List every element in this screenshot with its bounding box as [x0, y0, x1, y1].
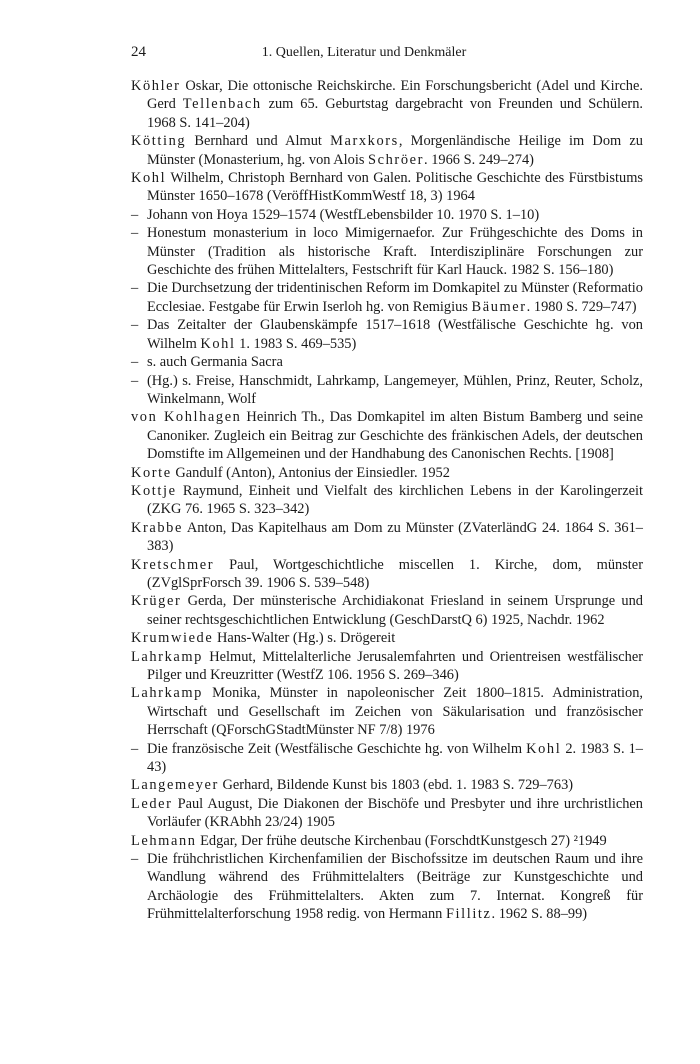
entry-dash: –: [131, 372, 139, 389]
entry-text: . 1980 S. 729–747): [526, 298, 637, 315]
entry-author: Kretschmer: [131, 556, 215, 573]
entry-text: Edgar, Der frühe deutsche Kirchenbau (ForschdtKunstgesch 27) ²1949: [196, 832, 607, 849]
entry-author: Kohl: [131, 170, 167, 187]
entry-author: Köhler: [131, 78, 181, 94]
bibliography-entry: [131, 850, 643, 924]
entry-text: Gandulf (Anton), Antonius der Einsiedler. 1952: [171, 464, 450, 481]
entry-text: s. auch Germania Sacra: [147, 354, 283, 371]
bibliography-entry: [131, 206, 643, 224]
bibliography-entry: [131, 77, 643, 132]
entry-text: (Hg.) s. Freise, Hanschmidt, Lahrkamp, Langemeyer, Mühlen, Prinz, Reuter, Scholz, Winkelmann, Wolf: [147, 372, 643, 407]
bibliography-entry: [131, 132, 643, 169]
bibliography-entry: [131, 795, 643, 832]
entry-author: Lahrkamp: [131, 685, 203, 702]
entry-text: Gerhard, Bildende Kunst bis 1803 (ebd. 1. 1983 S. 729–763): [218, 777, 574, 794]
entry-text: , Morgenländische Heilige im Dom zu Münster (Monasterium, hg. von Alois: [147, 133, 643, 168]
entry-text: Anton, Das Kapitelhaus am Dom zu Münster (ZVaterländG 24. 1864 S. 361–383): [147, 519, 643, 555]
bibliography-entry: [131, 169, 643, 206]
entry-author: Kötting: [131, 133, 187, 150]
bibliography-entry: [131, 224, 643, 279]
bibliography-entry: [131, 592, 643, 629]
entry-author: Fillitz: [445, 906, 492, 923]
entry-author: Langemeyer: [131, 777, 219, 794]
entry-text: Paul August, Die Diakonen der Bischöfe und Presbyter und ihre urchristlichen Vorläufer (KRAbhh 23/24) 1905: [147, 795, 643, 831]
bibliography-entry: [131, 776, 643, 794]
bibliography-entry: [131, 353, 643, 371]
entry-author: Lehmann: [131, 832, 197, 849]
entry-author: Korte: [131, 464, 172, 481]
entry-dash: –: [131, 851, 139, 868]
bibliography-entry: [131, 482, 643, 519]
entry-author: Marxkors: [330, 133, 399, 150]
entry-author: Schröer: [368, 151, 424, 168]
bibliography-entry: [131, 372, 643, 409]
entry-text: Gerda, Der münsterische Archidiakonat Friesland in seinem Ursprunge und seiner rechtsgeschichtlichen Entwicklung (GeschDarstQ 6) 1925, Nachdr. 1962: [147, 593, 643, 628]
entry-text: Paul, Wortgeschichtliche miscellen 1. Kirche, dom, münster (ZVglSprForsch 39. 1906 S. 539–548): [147, 556, 643, 591]
entry-text: zum 65. Geburtstag dargebracht von Freunden und Schülern. 1968 S. 141–204): [147, 96, 643, 131]
bibliography-entry: [131, 316, 643, 353]
entry-author: Kohl: [526, 740, 562, 757]
entry-text: Wilhelm, Christoph Bernhard von Galen. Politische Geschichte des Fürstbistums Münster 1650–1678 (VeröffHistKommWestf 18, 3) 1964: [147, 170, 643, 205]
entry-text: . 1962 S. 88–99): [491, 906, 588, 923]
entry-dash: –: [131, 206, 139, 223]
bibliography-entry: [131, 740, 643, 777]
entry-author: Kottje: [131, 482, 177, 499]
entry-text: 2. 1983 S. 1–43): [147, 740, 643, 776]
entry-text: Bernhard und Almut: [186, 133, 331, 150]
entry-author: Kohl: [200, 335, 236, 352]
entry-dash: –: [131, 225, 139, 242]
bibliography-entry: [131, 519, 643, 556]
bibliography-entry: [131, 832, 643, 850]
entry-text: Johann von Hoya 1529–1574 (WestfLebensbilder 10. 1970 S. 1–10): [147, 206, 540, 223]
entry-dash: –: [131, 280, 139, 297]
entry-text: Helmut, Mittelalterliche Jerusalemfahrten und Orientreisen westfälischer Pilger und Kreuzritter (WestfZ 106. 1956 S. 269–346): [147, 648, 643, 683]
entry-author: Tellenbach: [182, 96, 262, 113]
entry-text: Honestum monasterium in loco Mimigernaefor. Zur Frühgeschichte des Doms in Münster (Tradition als historische Kraft. Interdisziplinäre Forschungen zur Geschichte des frühen Mittelalters, Festschrift für Karl Hauck. 1982 S. 156–180): [147, 225, 643, 279]
bibliography-list: [131, 77, 643, 924]
entry-text: Die frühchristlichen Kirchenfamilien der Bischofssitze im deutschen Raum und ihre Wandlung während des Frühmittelalters (Beiträge zur Kunstgeschichte und Archäologie des Frühmittelalters. Akten zum 7. Internat. Kongreß für Frühmittelalterforschung 1958 redig. von Hermann: [147, 851, 643, 923]
entry-author: Krüger: [131, 593, 182, 610]
entry-text: Monika, Münster in napoleonischer Zeit 1800–1815. Administration, Wirtschaft und Gesellschaft im Zeichen von Säkularisation und französischer Herrschaft (QForschGStadtMünster NF 7/8) 1976: [147, 685, 643, 739]
entry-author: Lahrkamp: [131, 648, 203, 665]
entry-text: Die Durchsetzung der tridentinischen Reform im Domkapitel zu Münster (Reformatio Ecclesiae. Festgabe für Erwin Iserloh hg. von Remigius: [147, 280, 643, 315]
entry-dash: –: [131, 317, 139, 334]
entry-author: von Kohlhagen: [131, 409, 242, 426]
entry-author: Bäumer: [471, 298, 527, 315]
running-header: 1. Quellen, Literatur und Denkmäler: [261, 45, 467, 60]
bibliography-entry: [131, 408, 643, 463]
entry-text: Das Zeitalter der Glaubenskämpfe 1517–1618 (Westfälische Geschichte hg. von Wilhelm: [147, 317, 643, 352]
bibliography-entry: [131, 684, 643, 739]
bibliography-entry: [131, 556, 643, 593]
bibliography-entry: [131, 464, 643, 482]
entry-text: Heinrich Th., Das Domkapitel im alten Bistum Bamberg und seine Canoniker. Zugleich ein Beitrag zur Geschichte des fränkischen Adels, der deutschen Domstifte im Allgemeinen und der Handhabung des Canonischen Rechts. [1908]: [147, 409, 643, 463]
bibliography-entry: [131, 629, 643, 647]
bibliography-entry: [131, 279, 643, 316]
entry-dash: –: [131, 740, 139, 757]
page-number: 24: [131, 44, 146, 60]
entry-text: Raymund, Einheit und Vielfalt des kirchlichen Lebens in der Karolingerzeit (ZKG 76. 1965 S. 323–342): [147, 482, 643, 518]
bibliography-entry: [131, 648, 643, 685]
entry-text: Die französische Zeit (Westfälische Geschichte hg. von Wilhelm: [147, 740, 527, 757]
entry-author: Krabbe: [131, 519, 183, 536]
entry-author: Leder: [131, 795, 173, 812]
entry-text: 1. 1983 S. 469–535): [235, 335, 357, 352]
entry-dash: –: [131, 354, 139, 371]
entry-text: Oskar, Die ottonische Reichskirche. Ein Forschungsbericht (Adel und Kirche. Gerd: [147, 78, 643, 113]
entry-author: Krumwiede: [131, 630, 214, 647]
entry-text: . 1966 S. 249–274): [424, 151, 534, 168]
entry-text: Hans-Walter (Hg.) s. Drögereit: [213, 630, 396, 647]
